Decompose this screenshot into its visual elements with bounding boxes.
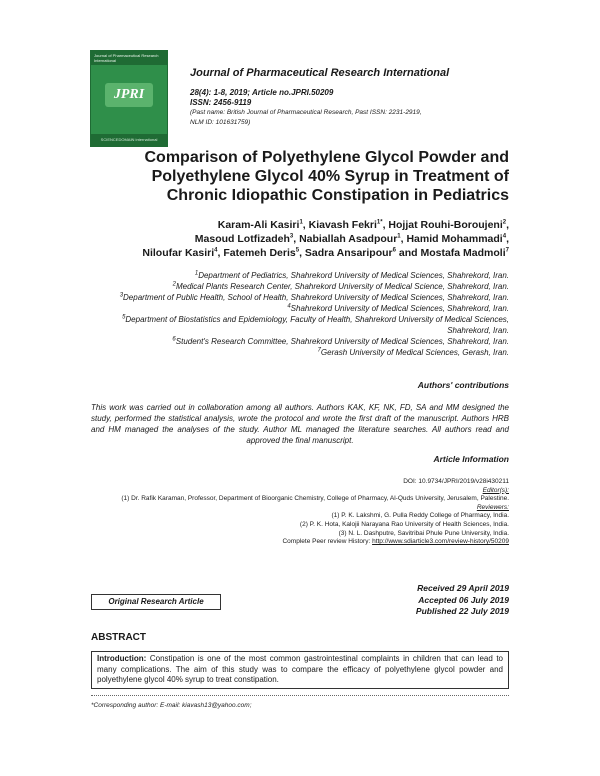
author-line xyxy=(69,218,509,232)
reviewer: (1) P. K. Lakshmi, G. Pulla Reddy College of Pharmacy, India. xyxy=(331,512,509,520)
reviewers-label: Reviewers: xyxy=(476,503,509,511)
affiliation xyxy=(79,281,509,292)
affiliation-mark: 3 xyxy=(119,292,124,299)
affiliation xyxy=(79,270,509,281)
reviewer: (3) N. L. Dashputre, Savitribai Phule Pune University, India. xyxy=(338,529,509,537)
logo-text: JPRI xyxy=(113,87,145,102)
author-affiliation-mark: 6 xyxy=(392,247,396,254)
affiliation-text: Department of Biostatistics and Epidemiology, Faculty of Health, Shahrekord University of Medical Sciences, Shahrekord, Iran. xyxy=(125,315,509,335)
author-affiliation-mark: 1 xyxy=(299,219,303,226)
affiliation-text: Department of Public Health, School of Health, Shahrekord University of Medical Sciences, Shahrekord, Iran. xyxy=(123,293,509,302)
affiliation-mark: 1 xyxy=(194,270,199,277)
affiliation-text: Student's Research Committee, Shahrekord University of Medical Sciences, Shahrekord, Iran. xyxy=(175,337,509,346)
author-name: , Fatemeh Deris xyxy=(217,247,296,259)
author-name: , xyxy=(506,233,509,245)
nlm-id: NLM ID: 101631759) xyxy=(190,119,251,126)
publication-dates xyxy=(416,583,509,618)
author-affiliation-mark: 1* xyxy=(376,219,383,226)
author-line xyxy=(69,232,509,246)
title-line: Chronic Idiopathic Constipation in Pediatrics xyxy=(166,187,509,204)
review-history xyxy=(79,538,509,547)
abstract-box xyxy=(91,651,509,689)
abstract-text: Constipation is one of the most common gastrointestinal complaints in children that can lead to many complications. The aim of this study was to compare the efficacy of polyethylene glycol powder and polyethylene glycol 40% syrup to treat constipation. xyxy=(97,654,503,684)
reviewer: (2) P. K. Hota, Kalojii Narayana Rao University of Health Sciences, India. xyxy=(299,520,509,528)
received-date: Received 29 April 2019 xyxy=(417,583,509,593)
author-name: Masoud Lotfizadeh xyxy=(194,233,290,245)
abstract-label: Introduction: xyxy=(97,654,147,663)
cover-header-band xyxy=(91,51,167,65)
contributions-text: This work was carried out in collaboration among all authors. Authors KAK, KF, NK, FD, SA and MM designed the study, performed the statistical analysis, wrote the protocol and wrote the first draft of the manuscript. Authors HRB and HM managed the analyses of the study. Author ML managed the literature searches. All authors read and approved the final manuscript. xyxy=(91,403,509,445)
affiliation-text: Gerash University of Medical Sciences, Gerash, Iran. xyxy=(320,348,509,357)
affiliation xyxy=(79,336,509,347)
past-name: (Past name: British Journal of Pharmaceutical Research, Past ISSN: 2231-2919, xyxy=(190,109,422,116)
title-line: Comparison of Polyethylene Glycol Powder and xyxy=(144,149,509,166)
accepted-date: Accepted 06 July 2019 xyxy=(418,594,509,605)
affiliation-text: Medical Plants Research Center, Shahrekord University of Medical Science, Shahrekord, Iran. xyxy=(175,282,509,291)
author-name: , Sadra Ansaripour xyxy=(299,247,393,259)
journal-meta xyxy=(190,88,422,128)
issn: ISSN: 2456-9119 xyxy=(190,98,252,107)
affiliation xyxy=(79,314,509,336)
title-line: Polyethylene Glycol 40% Syrup in Treatment of xyxy=(151,168,509,185)
footnote-divider xyxy=(91,695,509,696)
journal-name: Journal of Pharmaceutical Research International xyxy=(190,67,450,79)
author-affiliation-mark: 2 xyxy=(502,219,507,226)
affiliation xyxy=(79,347,509,358)
review-history-link[interactable]: http://www.sdiarticle3.com/review-history/50209 xyxy=(372,538,509,546)
affiliation-text: Department of Pediatrics, Shahrekord University of Medical Sciences, Shahrekord, Iran. xyxy=(198,271,509,280)
published-date: Published 22 July 2019 xyxy=(415,606,509,616)
affiliation-list xyxy=(79,270,509,358)
author-affiliation-mark: 3 xyxy=(289,233,294,240)
cover-title-text: Journal of Pharmaceutical Research International xyxy=(94,53,159,63)
author-line xyxy=(69,246,509,260)
review-history-label: Complete Peer review History: xyxy=(282,538,373,546)
editor: (1) Dr. Rafik Karaman, Professor, Department of Bioorganic Chemistry, College of Pharmacy, Al-Quds University, Jerusalem, Palestine. xyxy=(121,495,509,503)
author-affiliation-mark: 4 xyxy=(502,233,507,240)
author-name: Niloufar Kasiri xyxy=(142,247,215,259)
journal-cover-image xyxy=(90,50,168,147)
journal-logo xyxy=(105,83,153,107)
affiliation xyxy=(79,303,509,314)
article-type-badge: Original Research Article xyxy=(91,594,221,610)
affiliation-text: Shahrekord University of Medical Sciences, Shahrekord, Iran. xyxy=(290,304,509,313)
author-affiliation-mark: 5 xyxy=(295,247,300,254)
article-info-heading: Article Information xyxy=(433,454,509,464)
affiliation-mark: 4 xyxy=(287,303,291,310)
affiliation-mark: 7 xyxy=(317,347,321,354)
article-info xyxy=(79,478,509,547)
author-name: and Mostafa Madmoli xyxy=(395,247,506,259)
affiliation-mark: 6 xyxy=(172,336,176,343)
citation: 28(4): 1-8, 2019; Article no.JPRI.50209 xyxy=(190,88,334,97)
cover-footer-text: SCIENCEDOMAIN international xyxy=(100,137,158,142)
author-list xyxy=(69,218,509,260)
contributions-heading: Authors' contributions xyxy=(417,380,509,390)
author-affiliation-mark: 7 xyxy=(505,247,509,254)
author-affiliation-mark: 1 xyxy=(397,233,401,240)
author-affiliation-mark: 4 xyxy=(214,247,218,254)
author-name: , Nabiallah Asadpour xyxy=(293,233,398,245)
doi: DOI: 10.9734/JPRI/2019/v28i430211 xyxy=(403,478,509,485)
affiliation-mark: 2 xyxy=(172,281,176,288)
author-name: , Kiavash Fekri xyxy=(302,219,377,231)
author-name: , xyxy=(506,219,509,231)
affiliation xyxy=(79,292,509,303)
author-name: , Hamid Mohammadi xyxy=(400,233,503,245)
cover-footer-band xyxy=(91,134,167,146)
author-name: Karam-Ali Kasiri xyxy=(217,219,300,231)
affiliation-mark: 5 xyxy=(122,314,126,321)
author-name: , Hojjat Rouhi-Boroujeni xyxy=(382,219,503,231)
paper-title xyxy=(69,148,509,205)
editor-label: Editor(s): xyxy=(482,486,509,494)
abstract-heading: ABSTRACT xyxy=(91,632,146,643)
corresponding-author: *Corresponding author: E-mail: kiavash13@yahoo.com; xyxy=(91,702,252,709)
